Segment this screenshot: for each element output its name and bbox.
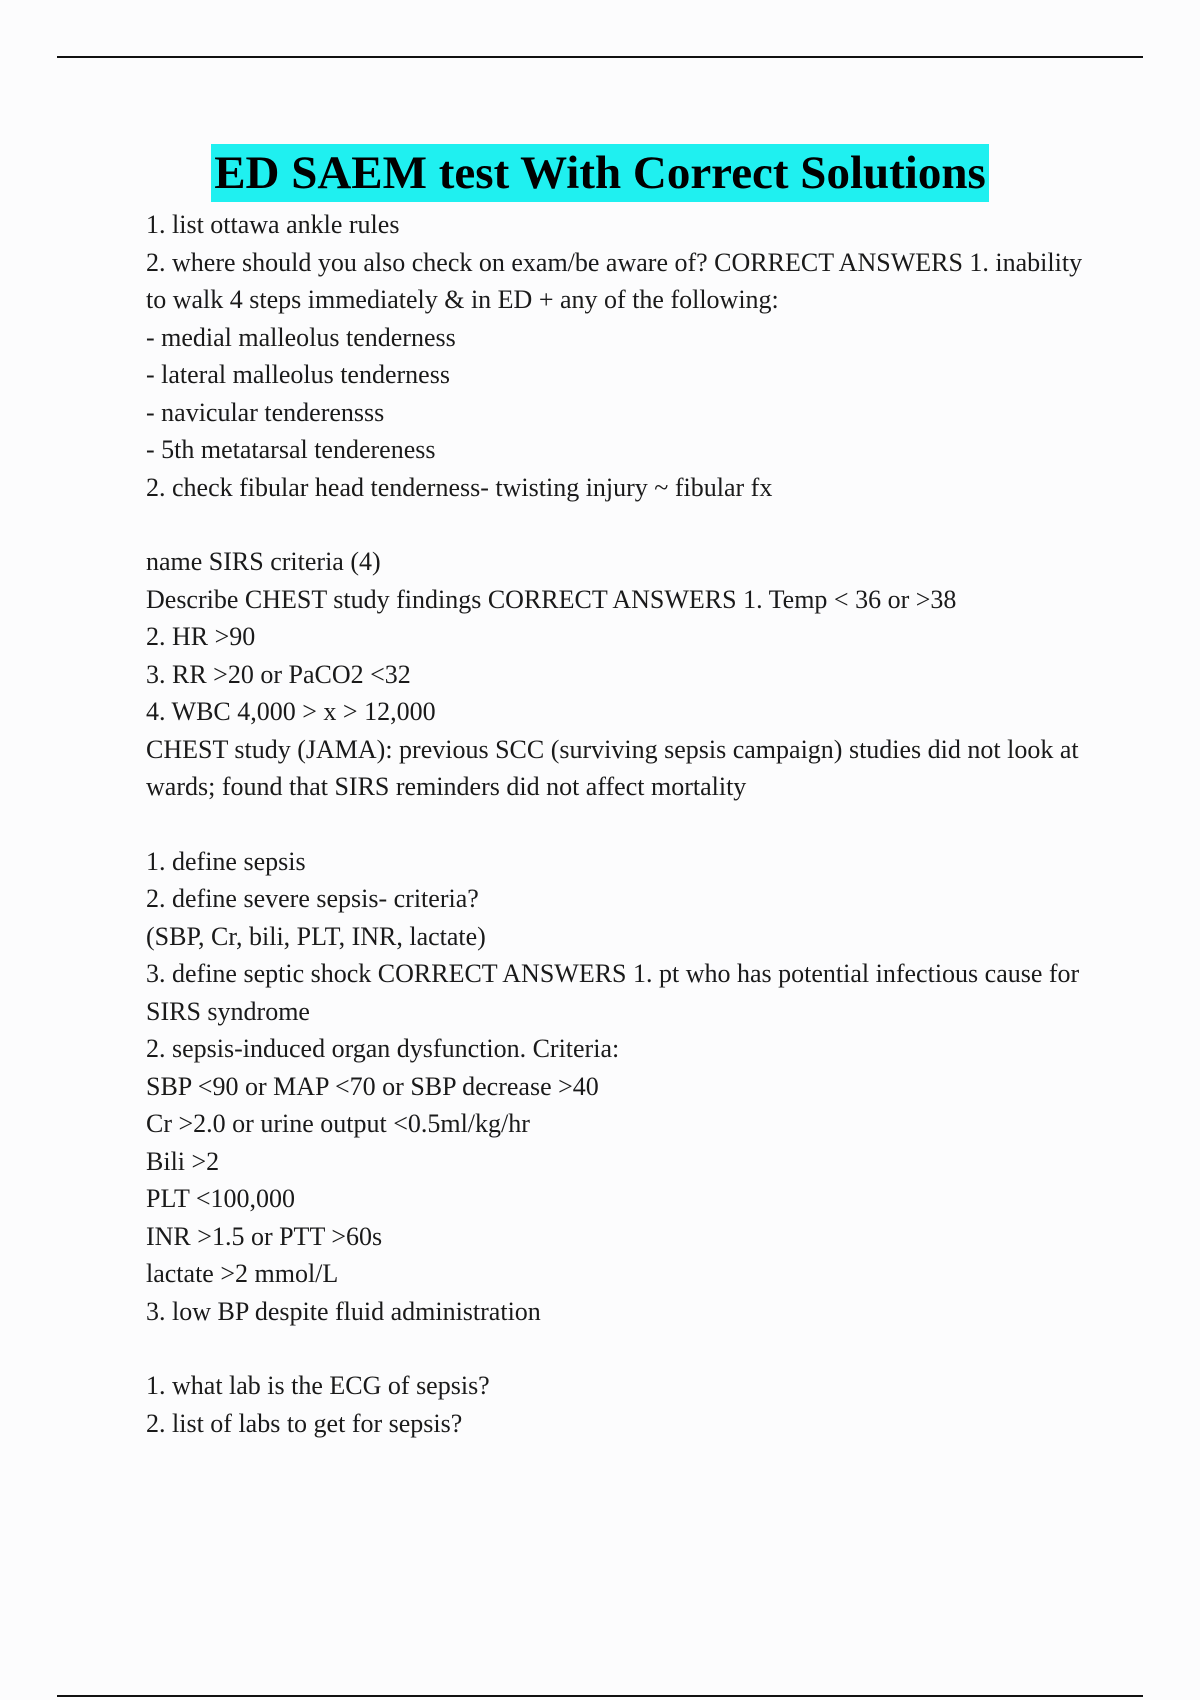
text-line: 1. what lab is the ECG of sepsis? (146, 1371, 490, 1400)
text-line: Cr >2.0 or urine output <0.5ml/kg/hr (146, 1109, 530, 1138)
qa-section-ottawa (146, 206, 1106, 506)
title-container (0, 144, 1200, 202)
text-line: Bili >2 (146, 1146, 220, 1176)
text-line: (SBP, Cr, bili, PLT, INR, lactate) (146, 921, 486, 951)
footer-rule (57, 1695, 1143, 1697)
text-line: 3. define septic shock CORRECT ANSWERS 1. pt who has potential infectious cause for SIRS syndrome (146, 959, 1080, 1026)
text-line: 1. list ottawa ankle rules (146, 210, 400, 239)
text-line: lactate >2 mmol/L (146, 1259, 339, 1288)
qa-section-labs (146, 1367, 1106, 1442)
qa-section-sepsis (146, 843, 1106, 1331)
text-line: - 5th metatarsal tendereness (146, 435, 436, 464)
text-line: INR >1.5 or PTT >60s (146, 1221, 383, 1251)
text-line: 1. define sepsis (146, 846, 306, 876)
text-line: CHEST study (JAMA): previous SCC (surviving sepsis campaign) studies did not look at wards; found that SIRS reminders did not affect mortality (146, 734, 1079, 801)
header-rule (57, 56, 1143, 58)
text-line: 2. where should you also check on exam/be aware of? CORRECT ANSWERS 1. inability to walk 4 steps immediately & in ED + any of the following: (146, 247, 1083, 314)
qa-section-sirs (146, 543, 1106, 806)
text-line: 2. HR >90 (146, 622, 256, 651)
text-line: SBP <90 or MAP <70 or SBP decrease >40 (146, 1071, 599, 1101)
text-line: name SIRS criteria (4) (146, 547, 381, 576)
document-body (146, 206, 1106, 1442)
text-line: Describe CHEST study findings CORRECT ANSWERS 1. Temp < 36 or >38 (146, 584, 957, 614)
text-line: 3. RR >20 or PaCO2 <32 (146, 659, 411, 689)
document-title: ED SAEM test With Correct Solutions (211, 144, 989, 202)
text-line: - navicular tenderensss (146, 397, 385, 427)
text-line: 2. list of labs to get for sepsis? (146, 1408, 463, 1438)
text-line: 3. low BP despite fluid administration (146, 1296, 541, 1326)
text-line: - medial malleolus tenderness (146, 322, 456, 352)
text-line: 2. sepsis-induced organ dysfunction. Criteria: (146, 1034, 620, 1063)
text-line: PLT <100,000 (146, 1184, 296, 1213)
text-line: - lateral malleolus tenderness (146, 360, 450, 389)
text-line: 2. define severe sepsis- criteria? (146, 884, 479, 913)
text-line: 2. check fibular head tenderness- twisting injury ~ fibular fx (146, 472, 773, 502)
text-line: 4. WBC 4,000 > x > 12,000 (146, 697, 436, 726)
